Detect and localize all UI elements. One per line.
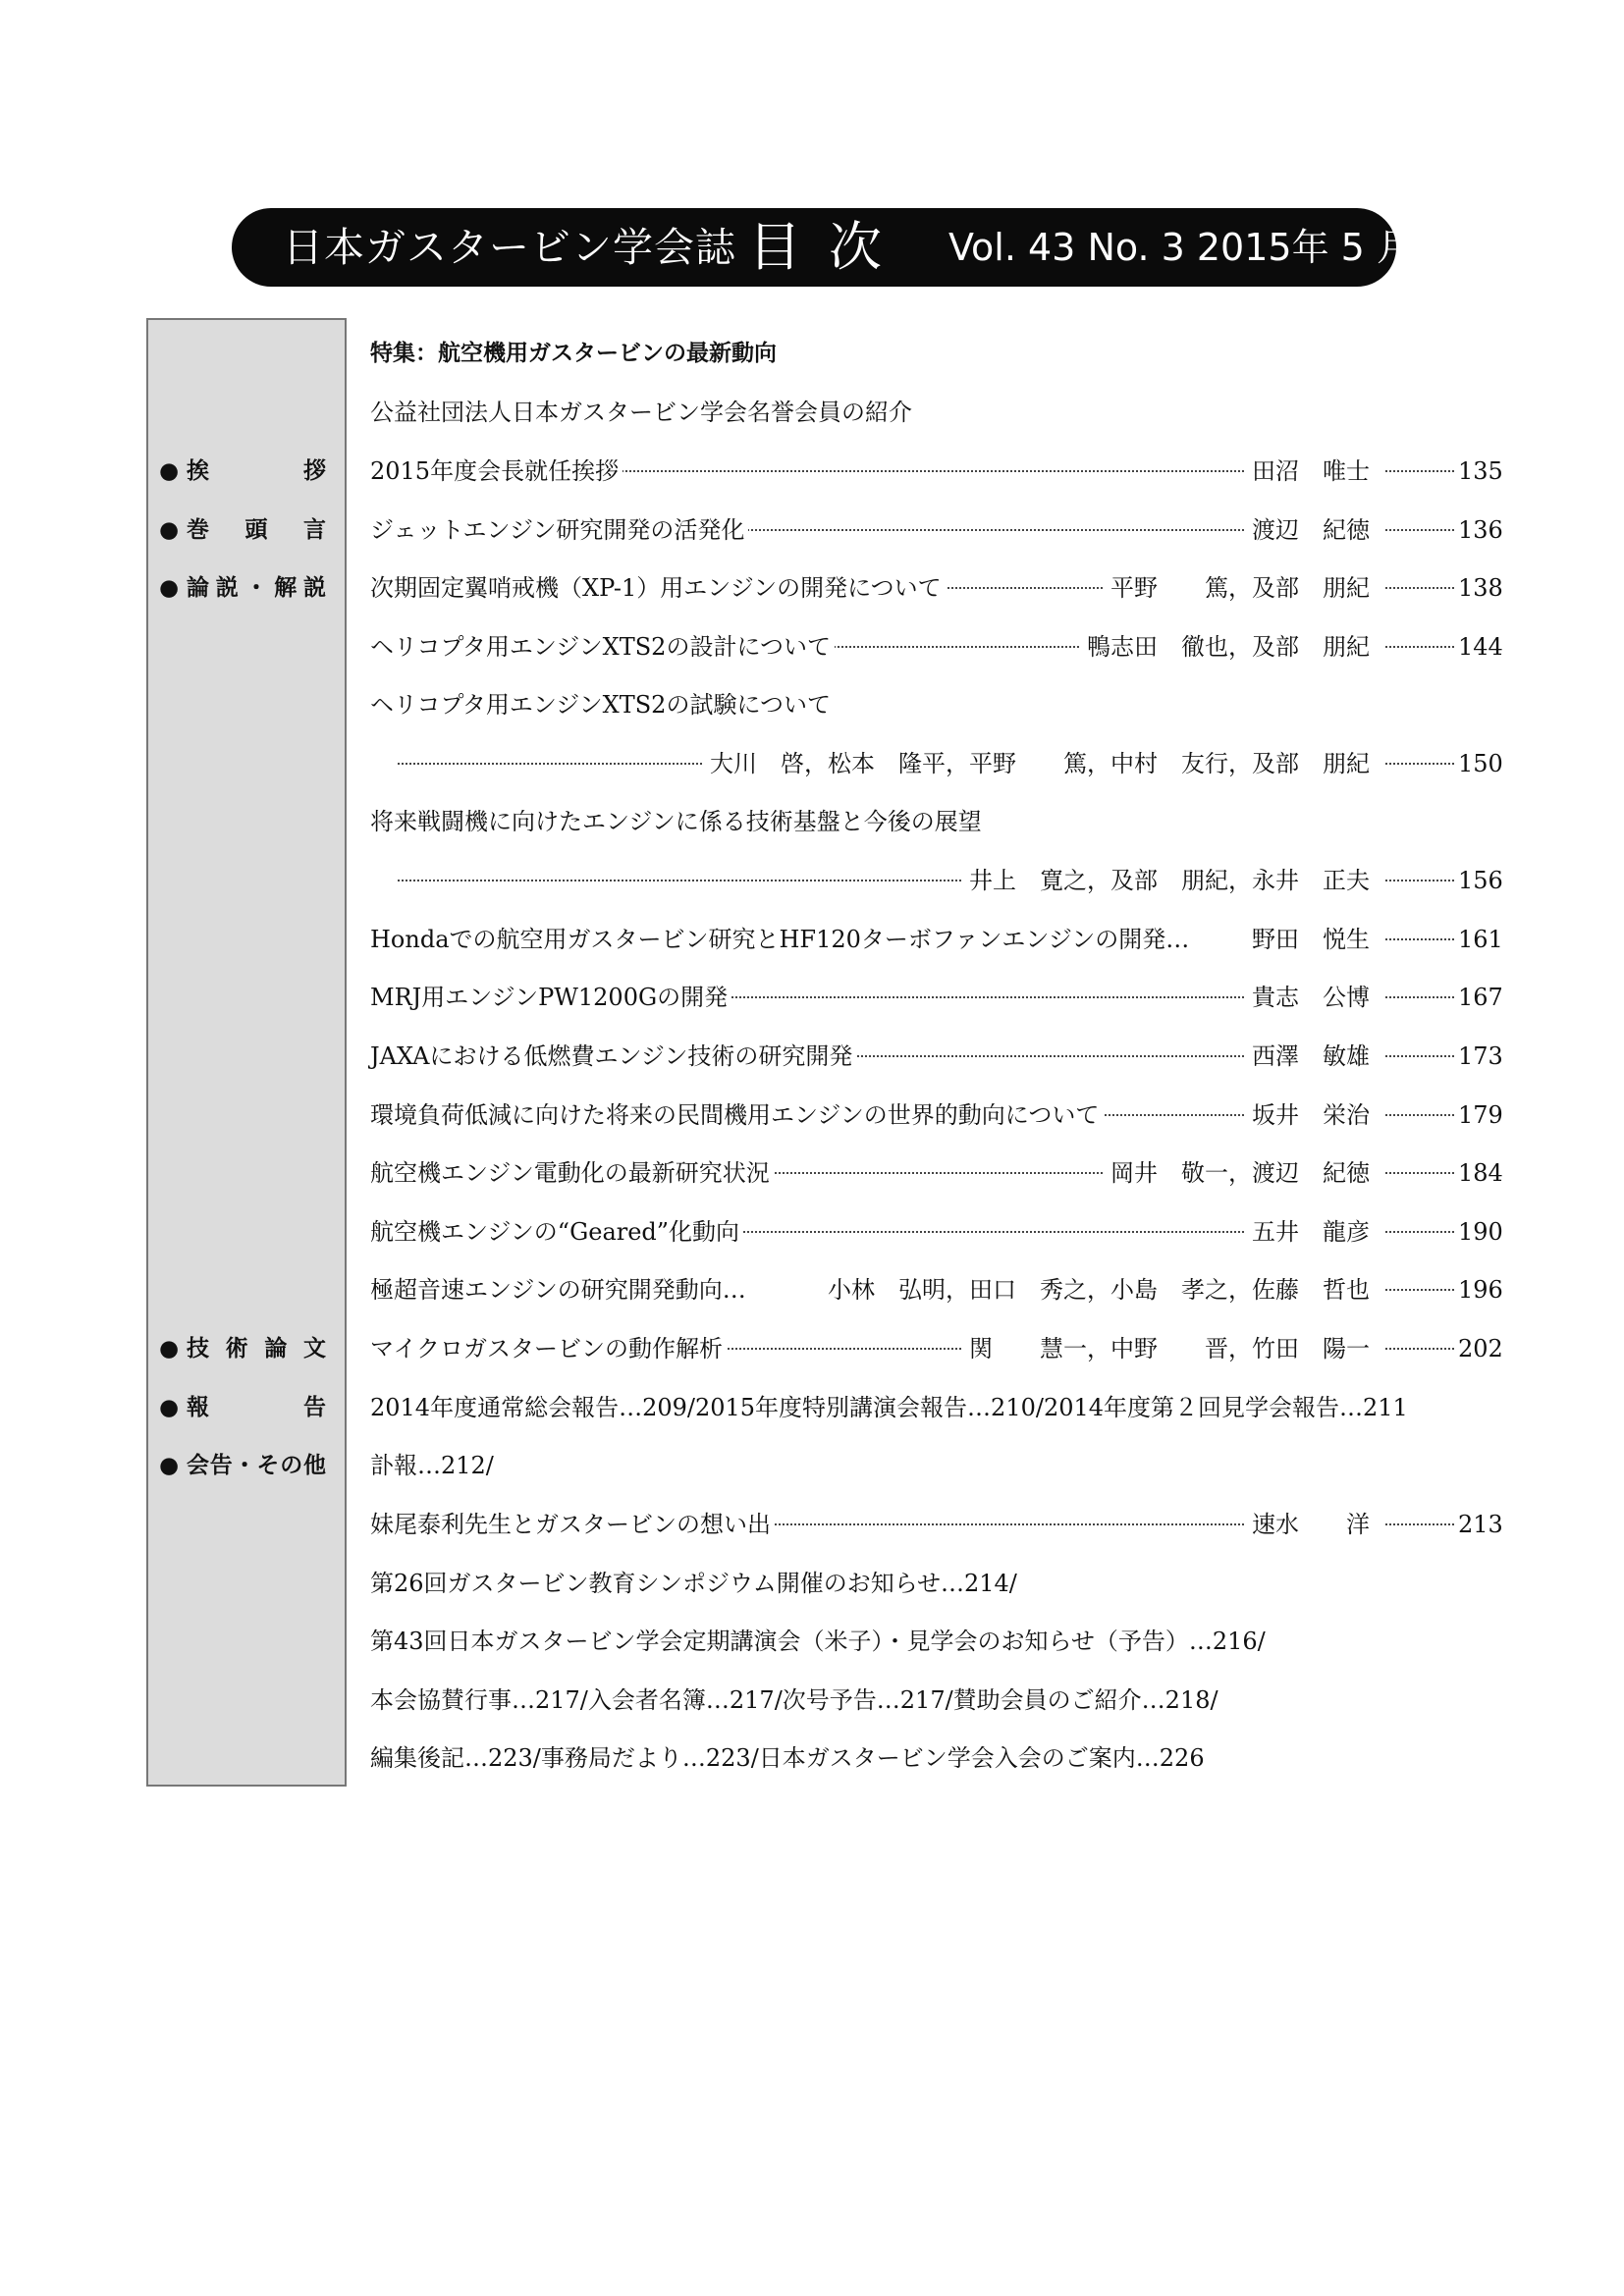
page-number: 184: [1458, 1159, 1503, 1187]
toc-entry[interactable]: 2014年度通常総会報告…209/2015年度特別講演会報告…210/2014年度第２回見学会報告…211: [370, 1394, 1408, 1421]
section-label-greeting: ● 挨 拶: [159, 452, 326, 491]
toc-entry[interactable]: ジェットエンジン研究開発の活発化 渡辺 紀徳 136: [370, 510, 1497, 550]
leader-dots: [1385, 1348, 1454, 1350]
leader-dots: [1385, 880, 1454, 881]
leader-dots: [1385, 1289, 1454, 1291]
leader-dots: [1385, 1172, 1454, 1174]
toc-entry-authors[interactable]: 井上 寛之，及部 朋紀，永井 正夫 156: [370, 861, 1497, 900]
toc-entry[interactable]: 航空機エンジン電動化の最新研究状況 岡井 敬一，渡辺 紀徳 184: [370, 1153, 1497, 1193]
page-number: 167: [1458, 984, 1503, 1011]
toc-header-banner: [232, 208, 1414, 287]
page-number: 150: [1458, 750, 1503, 777]
toc-entry[interactable]: ヘリコプタ用エンジンXTS2の設計について 鴨志田 徹也，及部 朋紀 144: [370, 627, 1497, 667]
toc-entry[interactable]: 本会協賛行事…217/入会者名簿…217/次号予告…217/賛助会員のご紹介…218/: [370, 1686, 1218, 1714]
leader-dots: [1385, 646, 1454, 648]
leader-dots: [1385, 1114, 1454, 1116]
page-number: 136: [1458, 516, 1503, 544]
page-number: 135: [1458, 457, 1503, 485]
toc-entry[interactable]: 妹尾泰利先生とガスタービンの想い出 速水 洋 213: [370, 1505, 1497, 1544]
leader-dots: [1385, 587, 1454, 589]
toc-entry-authors[interactable]: 大川 啓，松本 隆平，平野 篤，中村 友行，及部 朋紀 150: [370, 744, 1497, 783]
page-number: 213: [1458, 1511, 1503, 1538]
toc-entry[interactable]: 第26回ガスタービン教育シンポジウム開催のお知らせ…214/: [370, 1570, 1017, 1597]
bullet-icon: ●: [159, 517, 180, 543]
page-number: 196: [1458, 1276, 1503, 1304]
leader-dots: [1385, 763, 1454, 765]
journal-title: 日本ガスタービン学会誌: [283, 224, 736, 271]
toc-entry[interactable]: JAXAにおける低燃費エンジン技術の研究開発 西澤 敏雄 173: [370, 1037, 1497, 1076]
toc-entry: 公益社団法人日本ガスタービン学会名誉会員の紹介: [370, 399, 912, 426]
section-label-reviews: ● 論説・解説: [159, 568, 326, 608]
page-number: 202: [1458, 1335, 1503, 1362]
page-number: 179: [1458, 1101, 1503, 1129]
toc-entry[interactable]: 次期固定翼哨戒機（XP-1）用エンジンの開発について 平野 篤，及部 朋紀 138: [370, 568, 1497, 608]
leader-dots: [1385, 938, 1454, 940]
toc-entry[interactable]: 編集後記…223/事務局だより…223/日本ガスタービン学会入会のご案内…226: [370, 1744, 1205, 1772]
toc-entry[interactable]: 第43回日本ガスタービン学会定期講演会（米子）・見学会のお知らせ（予告）…216/: [370, 1628, 1266, 1655]
section-label-notices: ● 会告・その他: [159, 1446, 326, 1485]
leader-dots: [1385, 1523, 1454, 1525]
toc-heading: 目次: [748, 216, 909, 278]
toc-entry[interactable]: 訃報…212/: [370, 1452, 494, 1479]
bullet-icon: ●: [159, 1453, 180, 1478]
page-number: 190: [1458, 1218, 1503, 1246]
toc-entry[interactable]: MRJ用エンジンPW1200Gの開発 貴志 公博 167: [370, 978, 1497, 1017]
bullet-icon: ●: [159, 1395, 180, 1420]
page-number: 156: [1458, 867, 1503, 894]
page-number: 173: [1458, 1042, 1503, 1070]
toc-entry[interactable]: 2015年度会長就任挨拶 田沼 唯士 135: [370, 452, 1497, 491]
section-label-reports: ● 報 告: [159, 1388, 326, 1427]
toc-entry[interactable]: マイクロガスタービンの動作解析 関 慧一，中野 晋，竹田 陽一 202: [370, 1329, 1497, 1368]
page-number: 138: [1458, 574, 1503, 602]
bullet-icon: ●: [159, 575, 180, 601]
leader-dots: [1385, 529, 1454, 531]
leader-dots: [1385, 996, 1454, 998]
toc-entry[interactable]: 将来戦闘機に向けたエンジンに係る技術基盤と今後の展望: [370, 808, 982, 835]
leader-dots: [1385, 1055, 1454, 1057]
page-number: 161: [1458, 926, 1503, 953]
section-label-tech-papers: ● 技術論文: [159, 1329, 326, 1368]
bullet-icon: ●: [159, 1336, 180, 1362]
bullet-icon: ●: [159, 458, 180, 484]
issue-info: Vol. 43 No. 3 2015年 5 月: [948, 226, 1414, 269]
toc-entry[interactable]: ヘリコプタ用エンジンXTS2の試験について: [370, 691, 831, 719]
leader-dots: [1385, 1231, 1454, 1233]
toc-entry[interactable]: 航空機エンジンの“Geared”化動向 五井 龍彦 190: [370, 1212, 1497, 1252]
special-feature-heading: 特集：航空機用ガスタービンの最新動向: [370, 341, 777, 366]
section-label-preface: ● 巻 頭 言: [159, 510, 326, 550]
toc-entry[interactable]: 環境負荷低減に向けた将来の民間機用エンジンの世界的動向について 坂井 栄治 179: [370, 1095, 1497, 1135]
toc-entry[interactable]: Hondaでの航空用ガスタービン研究とHF120ターボファンエンジンの開発… 野田 悦生 161: [370, 920, 1497, 959]
page-number: 144: [1458, 633, 1503, 661]
toc-entry[interactable]: 極超音速エンジンの研究開発動向… 小林 弘明，田口 秀之，小島 孝之，佐藤 哲也 196: [370, 1270, 1497, 1309]
leader-dots: [1385, 470, 1454, 472]
